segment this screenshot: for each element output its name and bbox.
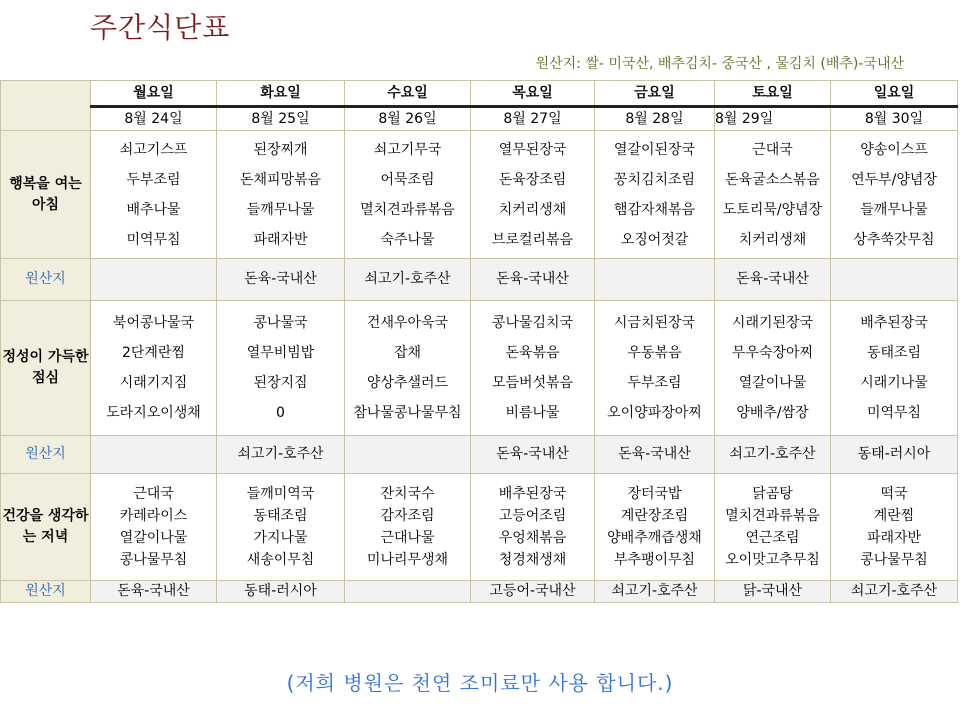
dish-item: 장터국밥 (627, 486, 682, 502)
meal-cell (715, 474, 831, 581)
dish-item: 치커리생채 (738, 231, 807, 248)
dish-item: 오징어젓갈 (620, 231, 689, 248)
dish-item: 우엉채볶음 (498, 530, 567, 546)
notice-text: (저희 병원은 천연 조미료만 사용 합니다.) (286, 671, 674, 695)
origin-cell (91, 436, 217, 474)
dish-item: 상추쑥갓무침 (853, 231, 935, 248)
origin-cell (831, 259, 958, 301)
dish-item: 2단계란찜 (121, 345, 185, 361)
dish-item: 가지나물 (253, 530, 308, 546)
dish-item: 돈육볶음 (505, 345, 560, 361)
origin-cell: 돈육-국내산 (91, 581, 217, 603)
origin-cell: 돈육-국내산 (471, 436, 595, 474)
day-date: 8월 29일 (715, 107, 831, 131)
dish-item: 시금치된장국 (613, 315, 696, 331)
dish-item: 멸치견과류볶음 (360, 201, 455, 218)
dish-item: 숙주나물 (380, 231, 435, 248)
meal-cell (217, 301, 345, 436)
lunch-origin-row (1, 436, 958, 474)
dish-item: 배추된장국 (860, 315, 928, 331)
dish-item: 콩나물무침 (860, 552, 928, 568)
dish-item: 감자조림 (380, 508, 435, 524)
meal-cell (345, 131, 471, 259)
dish-item: 브로컬리볶음 (491, 231, 574, 248)
origin-cell: 돈육-국내산 (471, 259, 595, 301)
dish-item: 도토리묵/양념장 (722, 201, 823, 218)
dish-item: 비름나물 (505, 405, 560, 421)
dish-item: 동태조림 (866, 345, 922, 361)
origin-note: 원산지: 쌀- 미국산, 배추김치- 중국산 , 물김치 (배추)-국내산 (535, 56, 904, 72)
dish-item: 잡채 (393, 345, 422, 361)
origin-cell: 돈육-국내산 (217, 259, 345, 301)
meal-cell (471, 301, 595, 436)
origin-cell (345, 436, 471, 474)
dish-item: 북어콩나물국 (112, 315, 195, 331)
dish-item: 청경채생채 (498, 552, 567, 568)
dish-item: 들깨미역국 (246, 486, 315, 502)
dish-item: 콩나물국 (253, 315, 308, 331)
origin-cell: 쇠고기-호주산 (217, 436, 345, 474)
dish-item: 무우숙장아찌 (731, 345, 814, 361)
dish-item: 근대국 (133, 486, 174, 502)
dish-item: 참나물콩나물무침 (353, 405, 462, 421)
dish-item: 도라지오이생채 (106, 405, 201, 421)
meal-cell (471, 474, 595, 581)
dish-item: 열무된장국 (498, 141, 567, 158)
lunch-label: 정성이 가득한 점심 (1, 301, 91, 436)
day-date: 8월 26일 (345, 107, 471, 131)
origin-label: 원산지 (1, 436, 91, 474)
dish-item: 오이양파장아찌 (607, 405, 702, 421)
dish-item: 동태조림 (253, 508, 308, 524)
dish-item: 연두부/양념장 (851, 171, 937, 188)
dish-item: 파래자반 (253, 231, 308, 248)
dish-item: 햄감자채볶음 (613, 201, 696, 218)
origin-cell: 닭-국내산 (715, 581, 831, 603)
dish-item: 양상추샐러드 (366, 375, 449, 391)
origin-cell: 고등어-국내산 (471, 581, 595, 603)
dish-item: 부추팽이무침 (613, 552, 696, 568)
dinner-origin-row (1, 581, 958, 603)
origin-cell (91, 259, 217, 301)
weekly-menu-table (0, 80, 958, 603)
dish-item: 시래기나물 (860, 375, 928, 391)
dish-item: 어묵조림 (380, 171, 435, 188)
header-corner (1, 81, 91, 131)
dish-item: 고등어조림 (498, 508, 567, 524)
day-name: 목요일 (471, 81, 595, 107)
meal-cell (91, 131, 217, 259)
origin-label: 원산지 (1, 581, 91, 603)
dish-item: 0 (276, 405, 285, 421)
meal-cell (595, 131, 715, 259)
dish-item: 근대국 (752, 141, 793, 158)
meal-cell (831, 301, 958, 436)
meal-cell (91, 301, 217, 436)
dish-item: 두부조림 (126, 171, 181, 188)
dish-item: 열갈이나물 (119, 530, 188, 546)
dish-item: 계란찜 (873, 508, 915, 524)
dish-item: 배추나물 (126, 201, 181, 218)
breakfast-origin-row (1, 259, 958, 301)
origin-cell: 쇠고기-호주산 (715, 436, 831, 474)
breakfast-row (1, 131, 958, 259)
day-name: 수요일 (345, 81, 471, 107)
dinner-label: 건강을 생각하는 저녁 (1, 474, 91, 581)
dish-item: 모듬버섯볶음 (491, 375, 574, 391)
day-date: 8월 24일 (91, 107, 217, 131)
origin-cell: 쇠고기-호주산 (345, 259, 471, 301)
origin-cell: 돈육-국내산 (715, 259, 831, 301)
dish-item: 들깨무나물 (860, 201, 928, 218)
meal-cell (595, 474, 715, 581)
day-name-row (1, 81, 958, 107)
dish-item: 오이맛고추무침 (725, 552, 820, 568)
meal-cell (715, 301, 831, 436)
meal-cell (831, 474, 958, 581)
dish-item: 미역무침 (866, 405, 922, 421)
origin-cell: 동태-러시아 (831, 436, 958, 474)
lunch-row (1, 301, 958, 436)
meal-cell (715, 131, 831, 259)
meal-cell (471, 131, 595, 259)
dish-item: 우동볶음 (627, 345, 682, 361)
dish-item: 배추된장국 (498, 486, 567, 502)
origin-cell (595, 259, 715, 301)
dish-item: 돈채피망볶음 (239, 171, 322, 188)
dish-item: 건새우아욱국 (366, 315, 449, 331)
dish-item: 쇠고기스프 (119, 141, 188, 158)
dish-item: 꽁치김치조림 (613, 171, 696, 188)
dish-item: 열무비빔밥 (246, 345, 315, 361)
day-name: 월요일 (91, 81, 217, 107)
day-date-row (1, 107, 958, 131)
dish-item: 계란장조림 (620, 508, 689, 524)
dish-item: 근대나물 (380, 530, 435, 546)
dish-item: 파래자반 (866, 530, 922, 546)
meal-cell (217, 131, 345, 259)
meal-cell (345, 301, 471, 436)
meal-cell (217, 474, 345, 581)
dish-item: 닭곰탕 (752, 486, 793, 502)
dish-item: 시래기지짐 (119, 375, 188, 391)
dish-item: 쇠고기무국 (373, 141, 442, 158)
origin-cell: 쇠고기-호주산 (831, 581, 958, 603)
page-title: 주간식단표 (90, 11, 231, 44)
day-name: 일요일 (831, 81, 958, 107)
dish-item: 멸치견과류볶음 (725, 508, 820, 524)
meal-cell (595, 301, 715, 436)
dish-item: 잔치국수 (380, 486, 435, 502)
dish-item: 된장찌개 (253, 141, 308, 158)
day-name: 토요일 (715, 81, 831, 107)
origin-label: 원산지 (1, 259, 91, 301)
dish-item: 돈육장조림 (498, 171, 567, 188)
day-date: 8월 30일 (831, 107, 958, 131)
day-name: 금요일 (595, 81, 715, 107)
meal-cell (91, 474, 217, 581)
dish-item: 돈육굴소스볶음 (725, 171, 820, 188)
origin-cell: 동태-러시아 (217, 581, 345, 603)
origin-cell: 쇠고기-호주산 (595, 581, 715, 603)
meal-cell (345, 474, 471, 581)
dish-item: 열갈이나물 (738, 375, 807, 391)
dish-item: 미나리무생채 (366, 552, 449, 568)
dish-item: 양배추깨즙생채 (607, 530, 702, 546)
dish-item: 두부조림 (627, 375, 682, 391)
breakfast-label: 행복을 여는 아침 (1, 131, 91, 259)
dish-item: 카레라이스 (119, 508, 188, 524)
day-date: 8월 28일 (595, 107, 715, 131)
dish-item: 연근조림 (745, 530, 800, 546)
dish-item: 미역무침 (126, 231, 181, 248)
dish-item: 된장지짐 (253, 375, 308, 391)
origin-cell (345, 581, 471, 603)
day-date: 8월 27일 (471, 107, 595, 131)
day-name: 화요일 (217, 81, 345, 107)
meal-cell (831, 131, 958, 259)
dish-item: 콩나물무침 (119, 552, 188, 568)
dish-item: 양송이스프 (860, 141, 928, 158)
dish-item: 떡국 (880, 486, 908, 502)
dinner-row (1, 474, 958, 581)
dish-item: 치커리생채 (498, 201, 567, 218)
dish-item: 양배추/쌈장 (736, 405, 809, 421)
dish-item: 새송이무침 (246, 552, 315, 568)
dish-item: 들깨무나물 (246, 201, 315, 218)
dish-item: 콩나물김치국 (491, 315, 574, 331)
day-date: 8월 25일 (217, 107, 345, 131)
dish-item: 시래기된장국 (731, 315, 814, 331)
origin-cell: 돈육-국내산 (595, 436, 715, 474)
dish-item: 열갈이된장국 (613, 141, 696, 158)
